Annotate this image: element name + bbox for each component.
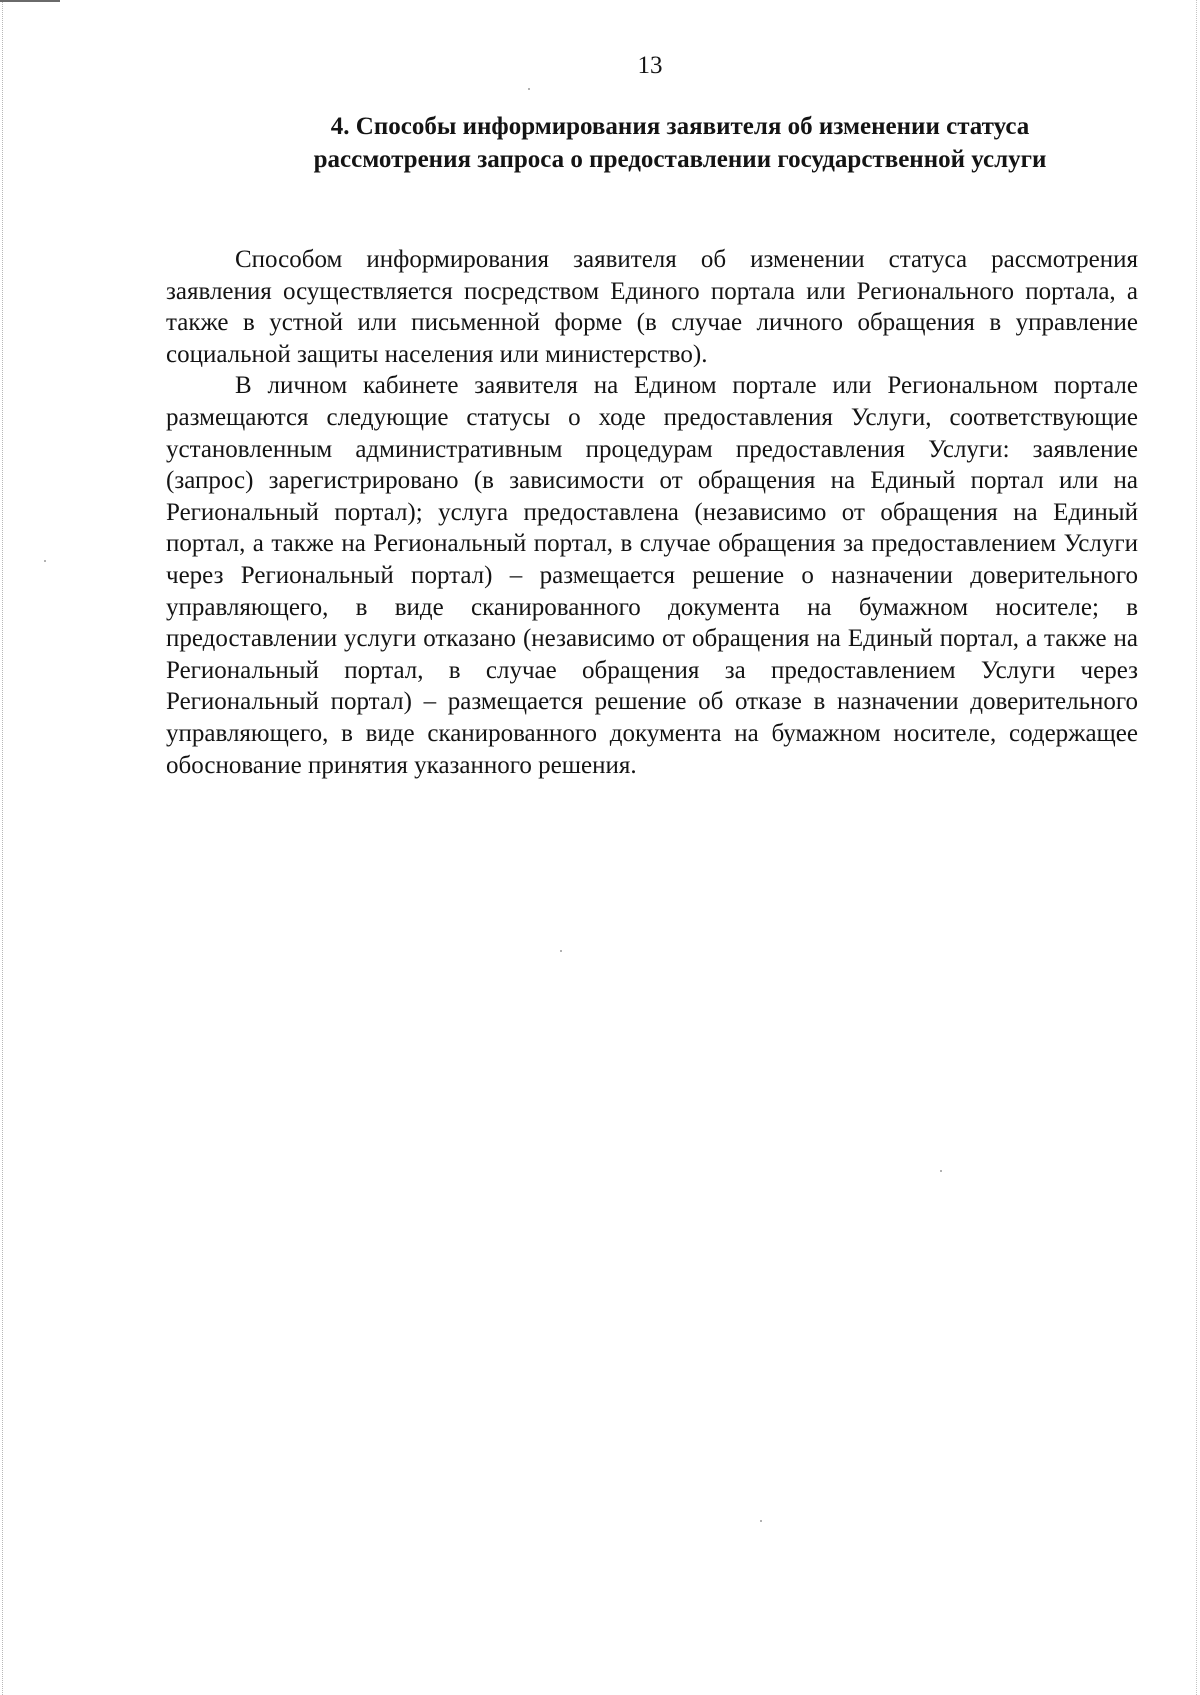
scan-speck <box>44 560 46 562</box>
page-number: 13 <box>637 52 663 79</box>
scan-border-top <box>0 0 60 2</box>
scan-border-right <box>1196 0 1197 1695</box>
scan-speck <box>760 1520 762 1522</box>
scan-speck <box>528 88 530 90</box>
section-heading: 4. Способы информирования заявителя об изменении статуса рассмотрения запроса о предоставлении государственной услуги <box>313 113 1047 173</box>
body-text <box>166 244 1138 781</box>
scan-speck <box>560 950 562 952</box>
scan-border-left <box>2 0 3 1695</box>
scan-speck <box>940 1170 942 1172</box>
paragraph-status-methods: Способом информирования заявителя об изменении статуса рассмотрения заявления осуществляется посредством Единого портала или Регионального портала, а также в устной или письменной форме (в случае личного обращения в управление социальной защиты населения или министерство). <box>166 246 1138 368</box>
paragraph-personal-account-statuses: В личном кабинете заявителя на Едином портале или Региональном портале размещаются следующие статусы о ходе предоставления Услуги, соответствующие установленным административным процедурам предоставления Услуги: заявление (запрос) зарегистрировано (в зависимости от обращения на Единый портал или на Региональный портал); услуга предоставлена (независимо от обращения на Единый портал, а также на Региональный портал, в случае обращения за предоставлением Услуги через Региональный портал) – размещается решение о назначении доверительного управляющего, в виде сканированного документа на бумажном носителе; в предоставлении услуги отказано (независимо от обращения на Единый портал, а также на Региональный портал, в случае обращения за предоставлением Услуги через Региональный портал) – размещается решение об отказе в назначении доверительного управляющего, в виде сканированного документа на бумажном носителе, содержащее обоснование принятия указанного решения. <box>166 372 1138 779</box>
